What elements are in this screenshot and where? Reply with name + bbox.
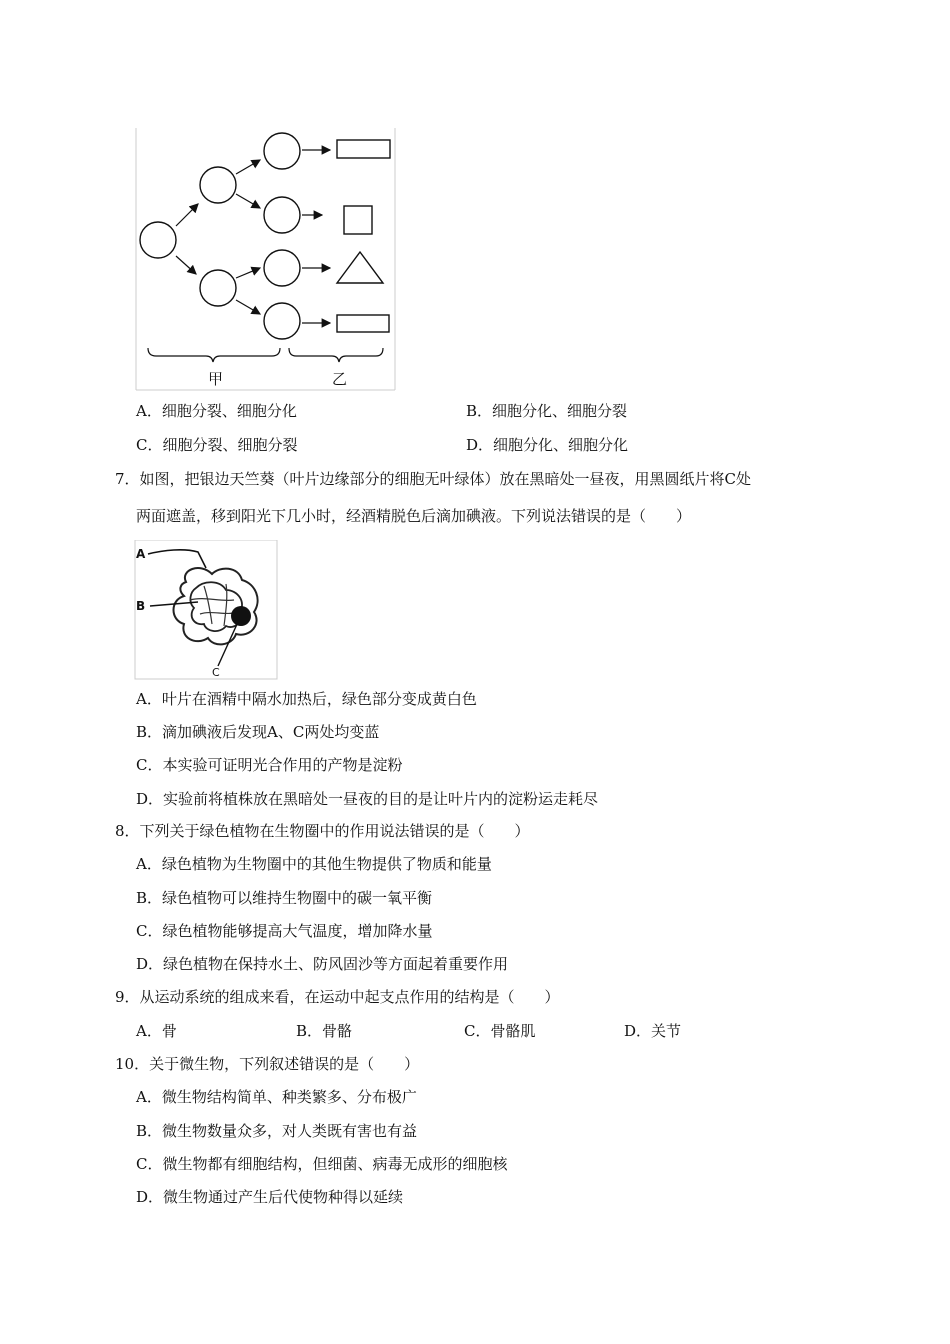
q7-option-a: A．叶片在酒精中隔水加热后，绿色部分变成黄白色 [136, 690, 477, 708]
q9-option-a: A．骨 [136, 1022, 177, 1040]
leaf-experiment-figure [134, 540, 278, 680]
cell-circle-1 [264, 133, 300, 169]
q7-stem-line2: 两面遮盖，移到阳光下几小时，经酒精脱色后滴加碘液。下列说法错误的是（ ） [136, 507, 692, 525]
q7-option-d: D．实验前将植株放在黑暗处一昼夜的目的是让叶片内的淀粉运走耗尽 [136, 790, 599, 808]
tissue-rect-1 [337, 140, 390, 158]
q6-option-c: C．细胞分裂、细胞分裂 [136, 436, 298, 454]
q8-option-b: B．绿色植物可以维持生物圈中的碳一氧平衡 [136, 889, 433, 907]
label-a: A [136, 547, 146, 561]
q9-option-c: C．骨骼肌 [464, 1022, 536, 1040]
q8-option-c: C．绿色植物能够提高大气温度，增加降水量 [136, 922, 433, 940]
q8-option-d: D．绿色植物在保持水土、防风固沙等方面起着重要作用 [136, 955, 509, 973]
cell-circle-upper [200, 167, 236, 203]
q7-option-b: B．滴加碘液后发现A、C两处均变蓝 [136, 723, 380, 741]
q7-stem-line1: 7．如图，把银边天竺葵（叶片边缘部分的细胞无叶绿体）放在黑暗处一昼夜，用黑圆纸片将C处 [115, 470, 752, 488]
q6-option-d: D．细胞分化、细胞分化 [466, 436, 629, 454]
cell-circle-origin [140, 222, 176, 258]
q9-option-b: B．骨骼 [296, 1022, 353, 1040]
tissue-triangle [337, 252, 383, 283]
cell-circle-4 [264, 303, 300, 339]
cell-circle-lower [200, 270, 236, 306]
q9-option-d: D．关节 [624, 1022, 682, 1040]
cell-diagram-figure [132, 128, 398, 392]
leaf-outline [174, 568, 258, 644]
tissue-square [344, 206, 372, 234]
label-c: C [212, 666, 220, 679]
black-paper-disc [231, 606, 251, 626]
pointer-a [148, 550, 206, 568]
brace-yi [289, 348, 383, 362]
cell-circle-3 [264, 250, 300, 286]
tissue-rect-2 [337, 315, 389, 332]
q9-stem: 9．从运动系统的组成来看，在运动中起支点作用的结构是（ ） [115, 988, 560, 1006]
cell-circle-2 [264, 197, 300, 233]
brace-jia [148, 348, 280, 362]
q6-option-b: B．细胞分化、细胞分裂 [466, 402, 628, 420]
q7-option-c: C．本实验可证明光合作用的产物是淀粉 [136, 756, 403, 774]
label-jia: 甲 [208, 370, 224, 388]
q10-option-c: C．微生物都有细胞结构，但细菌、病毒无成形的细胞核 [136, 1155, 508, 1173]
leaf-inner [190, 582, 242, 631]
q6-option-a: A．细胞分裂、细胞分化 [136, 402, 297, 420]
q8-stem: 8．下列关于绿色植物在生物圈中的作用说法错误的是（ ） [115, 822, 530, 840]
label-b: B [136, 599, 146, 613]
q8-option-a: A．绿色植物为生物圈中的其他生物提供了物质和能量 [136, 855, 492, 873]
q10-option-d: D．微生物通过产生后代使物种得以延续 [136, 1188, 404, 1206]
q10-option-b: B．微生物数量众多，对人类既有害也有益 [136, 1122, 418, 1140]
q10-option-a: A．微生物结构简单、种类繁多、分布极广 [136, 1088, 417, 1106]
q10-stem: 10．关于微生物，下列叙述错误的是（ ） [115, 1055, 420, 1073]
label-yi: 乙 [332, 370, 348, 388]
